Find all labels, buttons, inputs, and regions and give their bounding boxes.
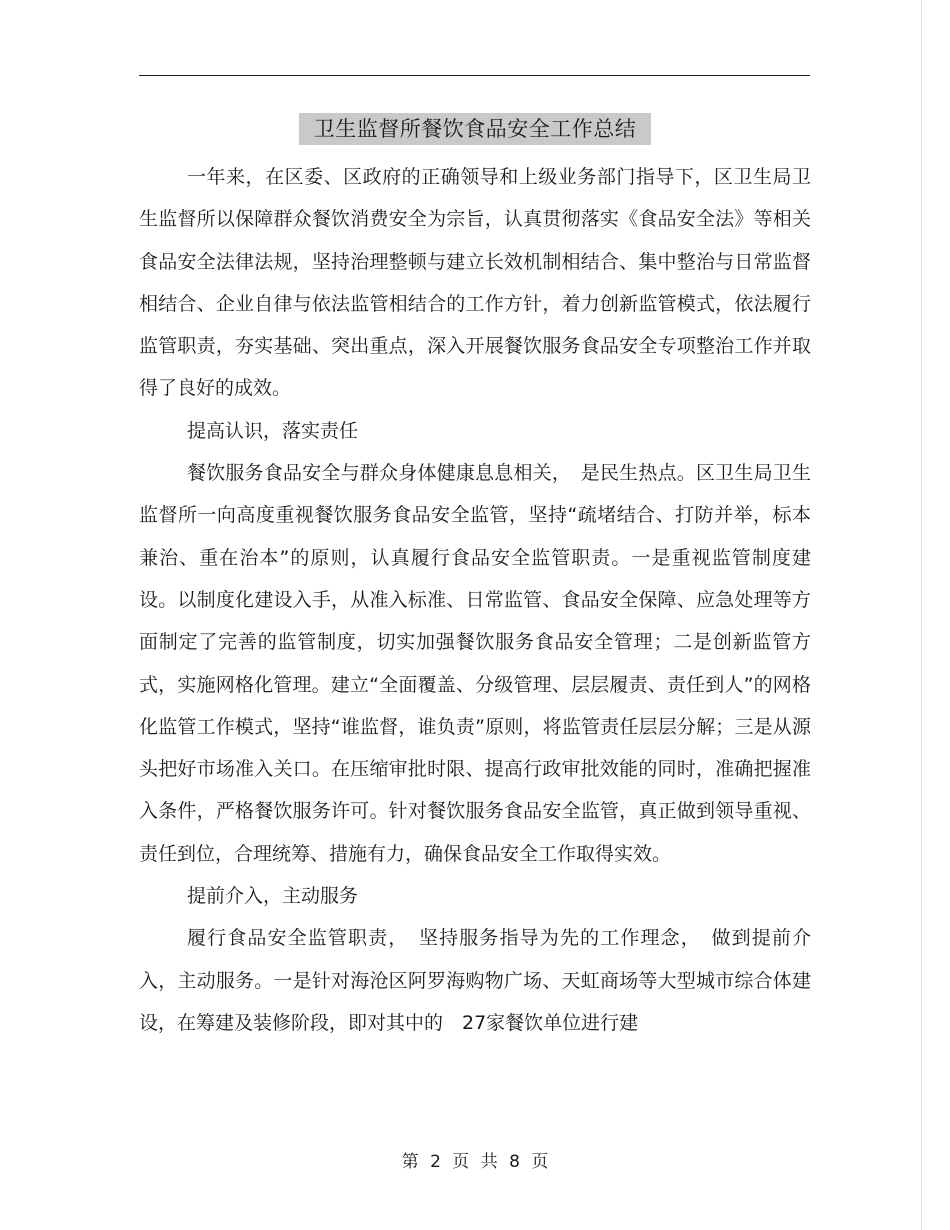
title-container [0, 113, 950, 145]
document-title: 卫生监督所餐饮食品安全工作总结 [299, 113, 651, 145]
page-number-footer: 第 2 页 共 8 页 [401, 1152, 549, 1172]
section-heading-responsibility: 提高认识，落实责任 [187, 419, 359, 442]
section-heading-service: 提前介入，主动服务 [187, 885, 359, 908]
paragraph-intro: 一年来，在区委、区政府的正确领导和上级业务部门指导下，区卫生局卫生监督所以保障群众餐饮消费安全为宗旨，认真贯彻落实《食品安全法》等相关食品安全法律法规，坚持治理整顿与建立长效机制相结合、集中整治与日常监督相结合、企业自律与依法监管相结合的工作方针，着力创新监管模式，依法履行监管职责，夯实基础、突出重点，深入开展餐饮服务食品安全专项整治工作并取得了良好的成效。 [139, 166, 811, 400]
document-body [139, 156, 811, 1044]
header-rule [139, 75, 810, 76]
paragraph-service: 履行食品安全监管职责， 坚持服务指导为先的工作理念， 做到提前介入，主动服务。一是针对海沧区阿罗海购物广场、天虹商场等大型城市综合体建设，在筹建及装修阶段，即对其中的 27家餐饮单位进行建 [139, 927, 811, 1034]
paragraph-responsibility: 餐饮服务食品安全与群众身体健康息息相关， 是民生热点。区卫生局卫生监督所一向高度重视餐饮服务食品安全监管，坚持“疏堵结合、打防并举，标本兼治、重在治本”的原则，认真履行食品安全监管职责。一是重视监管制度建设。以制度化建设入手，从准入标准、日常监管、食品安全保障、应急处理等方面制定了完善的监管制度，切实加强餐饮服务食品安全管理；二是创新监管方式，实施网格化管理。建立“全面覆盖、分级管理、层层履责、责任到人”的网格化监管工作模式，坚持“谁监督，谁负责”原则，将监管责任层层分解；三是从源头把好市场准入关口。在压缩审批时限、提高行政审批效能的同时，准确把握准入条件，严格餐饮服务许可。针对餐饮服务食品安全监管，真正做到领导重视、责任到位，合理统筹、措施有力，确保食品安全工作取得实效。 [139, 462, 811, 865]
page-edge-line [921, 0, 922, 1230]
